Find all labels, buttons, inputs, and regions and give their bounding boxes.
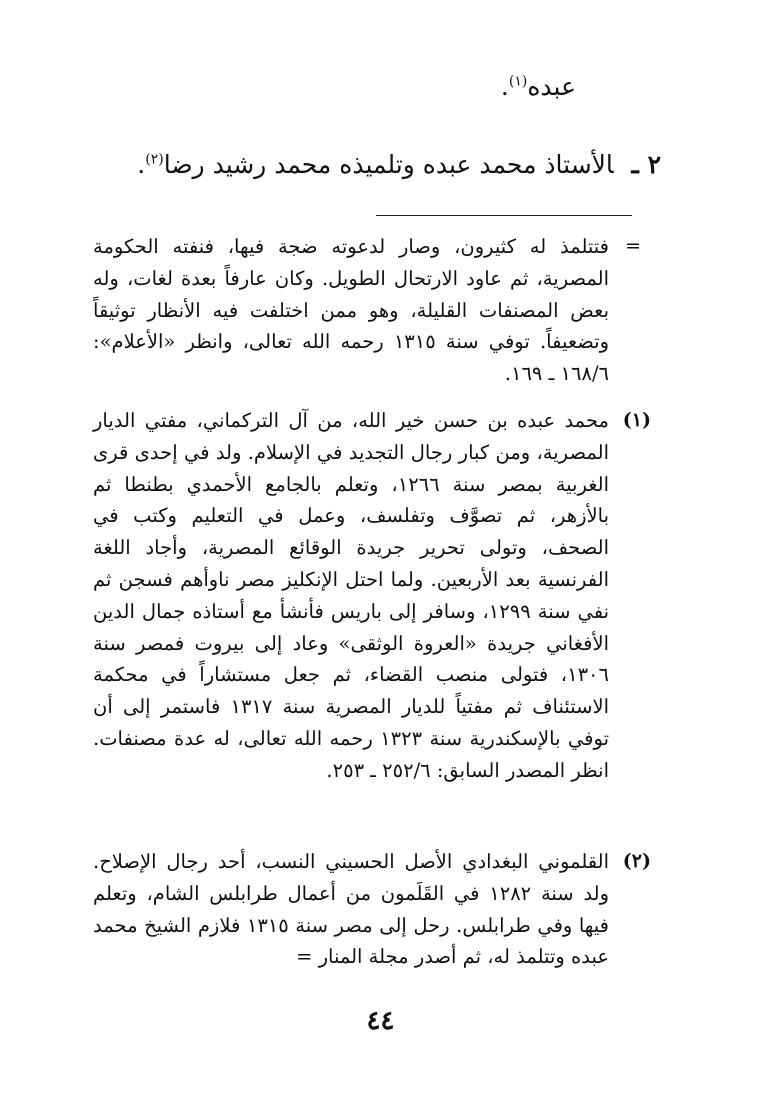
main-text-line-2 (61, 148, 661, 182)
main-text-line-2-text: الأستاذ محمد عبده وتلميذه محمد رشيد رضا (163, 150, 614, 179)
footnote-separator (376, 215, 632, 216)
footnote-ref-2: (٢) (145, 151, 164, 168)
page-number: ٤٤ (366, 1006, 395, 1036)
footnote-continuation-marker: = (625, 235, 641, 257)
list-item-number: ٢ ـ (631, 150, 661, 179)
footnote-ref-1: (١) (508, 73, 528, 90)
footnote-continuation-text: فتتلمذ له كثيرون، وصار لدعوته ضجة فيها، فنفته الحكومة المصرية، ثم عاود الارتحال الطويل. وكان عارفاً بعدة لغات، وله بعض المصنفات القليلة، وهو ممن اختلفت فيه الأنظار توثيقاً وتضعيفاً. توفي سنة ١٣١٥ رحمه الله تعالى، وانظر «الأعلام»: ١٦٨/٦ ـ ١٦٩. (93, 235, 609, 386)
footnote-2-text: القلموني البغدادي الأصل الحسيني النسب، أحد رجال الإصلاح. ولد سنة ١٢٨٢ في القَلَمون من أعمال طرابلس الشام، وتعلم فيها وفي طرابلس. رحل إلى مصر سنة ١٣١٥ فلازم الشيخ محمد عبده وتتلمذ له، ثم أصدر مجلة المنار = (93, 850, 609, 969)
main-text-line-1-text: عبده (527, 72, 576, 101)
footnote-1-marker: (١) (622, 409, 651, 431)
main-text-line-2-end: . (137, 150, 146, 179)
main-text-line-1-end: . (500, 72, 509, 101)
main-text-line-1 (76, 70, 576, 104)
footnote-1-text: محمد عبده بن حسن خير الله، من آل التركماني، مفتي الديار المصرية، ومن كبار رجال التجديد في الإسلام. ولد في إحدى قرى الغربية بمصر سنة ١٢٦٦، وتعلم بالجامع الأحمدي بطنطا ثم بالأزهر، ثم تصوَّف وتفلسف، وعمل في التعليم وكتب في الصحف، وتولى تحرير جريدة الوقائع المصرية، وأجاد اللغة الفرنسية بعد الأربعين. ولما احتل الإنكليز مصر ناوأهم فسجن ثم نفي سنة ١٢٩٩، وسافر إلى باريس فأنشأ مع أستاذه جمال الدين الأفغاني جريدة «العروة الوثقى» وعاد إلى بيروت فمصر سنة ١٣٠٦، فتولى منصب القضاء، ثم جعل مستشاراً في محكمة الاستئناف ثم مفتياً للديار المصرية سنة ١٣١٧ فاستمر إلى أن توفي بالإسكندرية سنة ١٣٢٣ رحمه الله تعالى، له عدة مصنفات. انظر المصدر السابق: ٢٥٢/٦ ـ ٢٥٣. (93, 409, 610, 782)
footnote-2-marker: (٢) (622, 850, 651, 872)
